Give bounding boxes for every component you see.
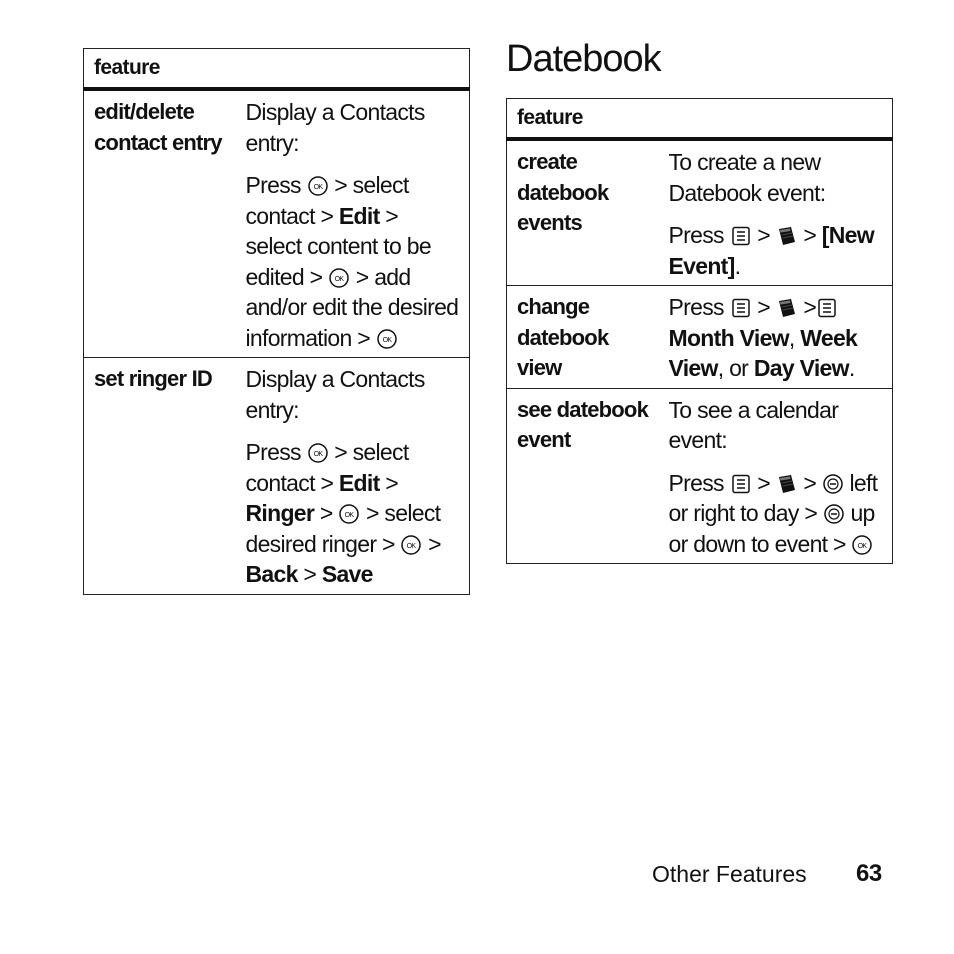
- datebook-icon: [777, 298, 797, 318]
- text: ,: [788, 324, 795, 351]
- description-steps: [669, 468, 883, 560]
- menu-term: Week View: [668, 324, 858, 381]
- text: >: [803, 222, 817, 248]
- table-header: feature: [84, 49, 470, 90]
- text: >: [757, 294, 770, 320]
- feature-name: set ringer ID: [84, 358, 242, 595]
- menu-term: Edit: [338, 202, 380, 229]
- table-header-row: [507, 99, 893, 140]
- table-row: [84, 358, 470, 595]
- ok-key-icon: [852, 535, 872, 555]
- svg-text:OK: OK: [313, 451, 322, 458]
- text: .: [848, 355, 855, 381]
- menu-term: Back: [245, 561, 298, 587]
- feature-name: see datebook event: [507, 388, 665, 564]
- table-header-row: [84, 49, 470, 90]
- text: Press: [668, 222, 724, 248]
- svg-text:OK: OK: [858, 542, 867, 550]
- feature-description: [242, 89, 470, 358]
- menu-key-icon: [731, 226, 751, 246]
- table-row: [507, 388, 893, 564]
- feature-name: create datebook events: [507, 139, 665, 286]
- feature-name: change datebook view: [507, 286, 665, 389]
- text: left or right to day >: [668, 469, 878, 526]
- datebook-feature-table: [506, 98, 893, 564]
- description-steps: [246, 170, 460, 353]
- svg-text:OK: OK: [344, 512, 354, 519]
- text: > add and/or edit the desired information >: [245, 263, 459, 351]
- menu-key-icon: [731, 298, 751, 318]
- description-steps: [669, 220, 883, 281]
- text: Press: [245, 172, 301, 198]
- section-heading: Datebook: [506, 38, 661, 80]
- text: > select contact >: [245, 439, 409, 496]
- menu-term: Edit: [338, 469, 380, 496]
- svg-text:OK: OK: [407, 542, 416, 550]
- contacts-feature-table: [83, 48, 470, 595]
- ok-key-icon: [308, 443, 328, 463]
- ok-key-icon: [308, 176, 328, 196]
- text: >: [757, 222, 770, 248]
- menu-term: Day View: [753, 355, 849, 381]
- description-steps: [246, 437, 460, 590]
- text: >: [385, 469, 398, 496]
- table-row: [507, 286, 893, 389]
- feature-name: edit/delete contact entry: [84, 89, 242, 358]
- menu-key-icon: [817, 298, 837, 318]
- description-intro: Display a Contacts entry:: [245, 99, 425, 156]
- nav-key-icon: [823, 474, 843, 494]
- text: >: [803, 469, 817, 496]
- text: up or down to event >: [668, 500, 875, 557]
- svg-text:OK: OK: [382, 336, 392, 344]
- menu-term: Ringer: [245, 500, 315, 526]
- datebook-icon: [777, 474, 797, 494]
- feature-description: [665, 139, 893, 286]
- footer-section-label: Other Features: [652, 861, 807, 887]
- text: >: [428, 530, 441, 557]
- description-intro: Display a Contacts entry:: [245, 366, 425, 423]
- ok-key-icon: [329, 268, 349, 288]
- description-intro: To create a new Datebook event:: [668, 149, 826, 206]
- menu-term: Save: [321, 561, 373, 587]
- text: >: [319, 500, 333, 526]
- svg-text:OK: OK: [313, 184, 322, 191]
- text: >: [803, 294, 817, 320]
- text: > select desired ringer >: [245, 500, 441, 557]
- text: .: [734, 252, 741, 279]
- description-steps: [669, 292, 883, 384]
- feature-description: [665, 388, 893, 564]
- text: Press: [668, 294, 724, 320]
- datebook-icon: [777, 226, 797, 246]
- description-intro: To see a calendar event:: [668, 396, 839, 453]
- page-number: 63: [856, 860, 882, 887]
- table-row: [507, 139, 893, 286]
- feature-description: [242, 358, 470, 595]
- ok-key-icon: [377, 329, 397, 349]
- text: >: [303, 561, 317, 587]
- text: >: [757, 469, 770, 496]
- table-header: feature: [507, 99, 893, 140]
- nav-key-icon: [824, 504, 844, 524]
- menu-key-icon: [731, 474, 751, 494]
- ok-key-icon: [401, 535, 421, 555]
- text: > select content to be edited >: [245, 202, 431, 290]
- text: Press: [245, 439, 301, 465]
- svg-text:OK: OK: [334, 275, 344, 283]
- menu-term: [New Event]: [668, 222, 874, 279]
- ok-key-icon: [339, 504, 359, 524]
- feature-description: [665, 286, 893, 389]
- text: > select contact >: [245, 172, 409, 229]
- table-row: [84, 89, 470, 358]
- text: Press: [668, 469, 724, 496]
- menu-term: Month View: [668, 324, 789, 351]
- text: , or: [717, 355, 749, 381]
